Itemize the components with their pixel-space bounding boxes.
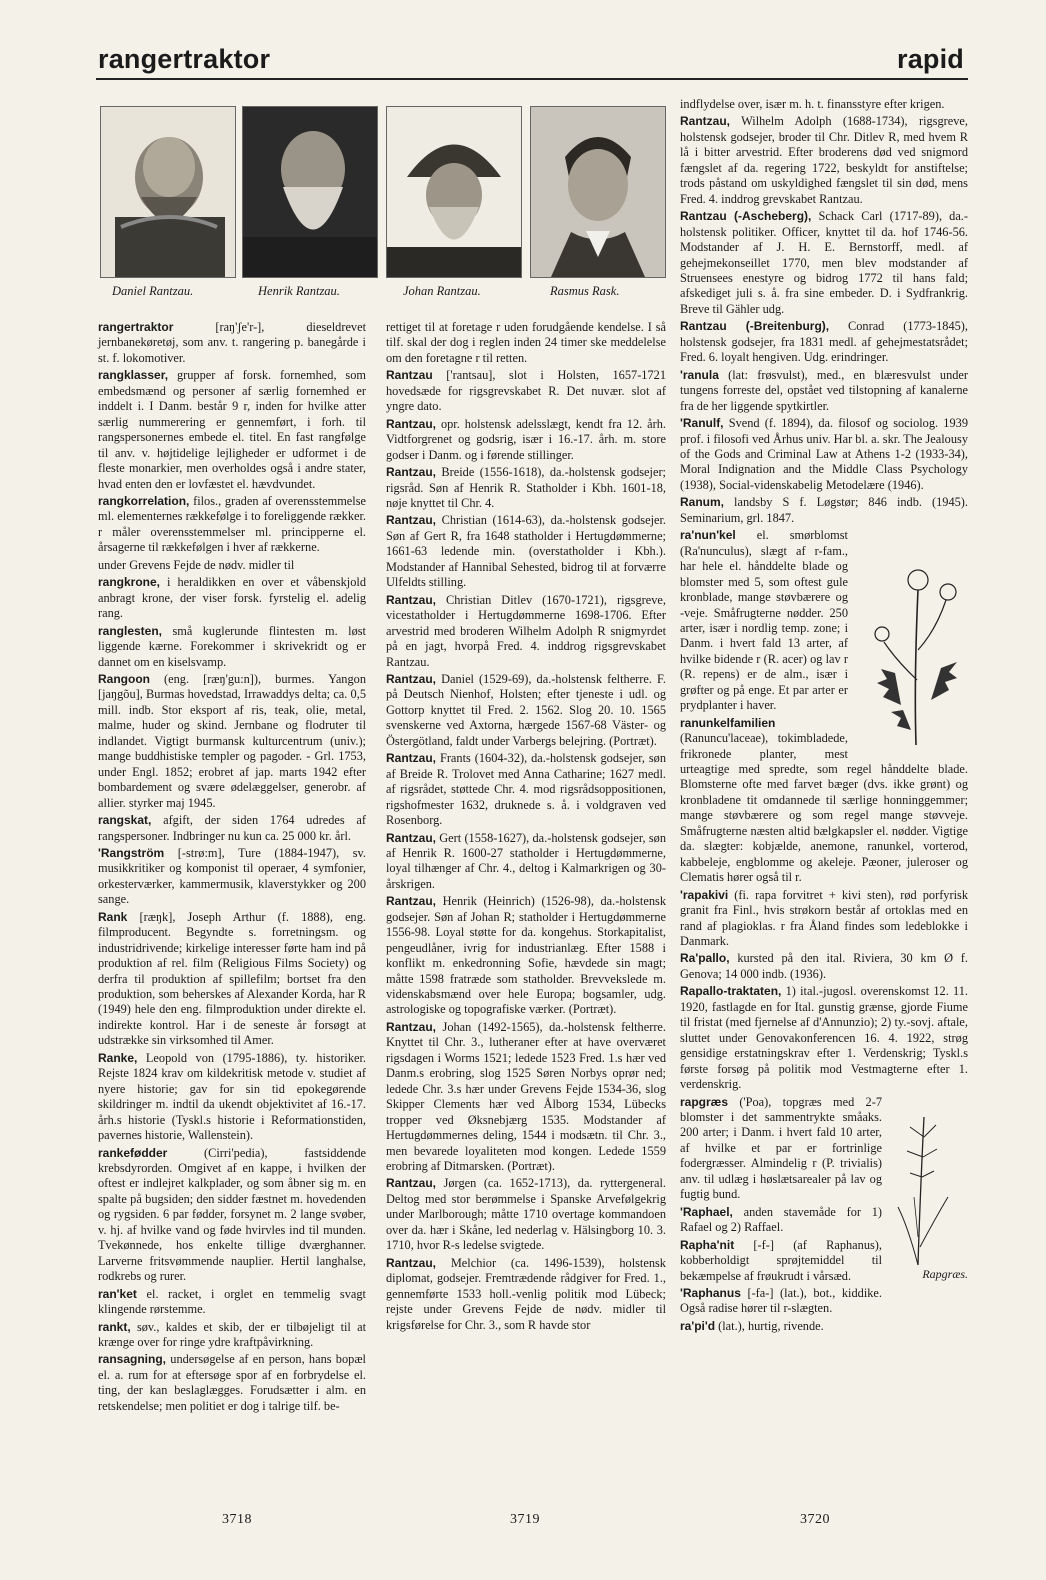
- entry-headword: Rantzau (-Ascheberg),: [680, 209, 812, 224]
- entry-headword: rankt,: [98, 1319, 131, 1334]
- entry-text: Leopold von (1795-1886), ty. historiker. Rejste 1824 krav om kildekritisk metode v. studiet af nyere historie; gav for sin tid epokegørende skildringer m. indtil da ukendt objektivitet af 16.-17. årh.s historie (Tyskl.s historie i Reformationstiden, pavernes historie, Wallenstein).: [98, 1050, 367, 1143]
- entry: [98, 1287, 366, 1318]
- entry-headword: Rapha'nit: [680, 1237, 735, 1252]
- entry: [98, 846, 366, 908]
- entry: [386, 1256, 666, 1333]
- entry: [386, 465, 666, 511]
- portrait-daniel-rantzau: [100, 106, 236, 278]
- entry-text: (lat.), hurtig, rivende.: [718, 1318, 824, 1333]
- entry-text: (fi. rapa forvitret + kivi sten), rød porfyrisk granit fra Finl., hvis strøkorn består af ortoklas med en rand af plagioklas. r fra Åland findes som ledeblokke i Danmark.: [680, 887, 968, 949]
- entry-headword: 'Ranulf,: [680, 416, 724, 431]
- entry-text: Wilhelm Adolph (1688-1734), rigsgreve, holstensk godsejer, broder til Chr. Ditlev R, med hvem R lå i bitter arvestrid. Efter broderens død ved snigmord fængslet af da. regering 1722, beskyldt for anstiftelse; trods påstand om uskyldighed fængslet til sin død, mens Fred. 4. inddrog grevskabet Rantzau.: [680, 114, 968, 206]
- entry: [680, 1319, 968, 1334]
- entry-text: [ræŋk], Joseph Arthur (f. 1888), eng. filmproducent. Begyndte s. forretningsm. og industridrivende; kirkelige interesser førte ham ind på produktion af rel. film (Religious Films Society) og derfra til produktion af spillefilm; bortset fra den produktion, som beherskes af Alexander Korda, har R (1949) hele den eng. filmproduktion under direkte el. indirekte kontrol. Har i de seneste år forsøgt at udstrække sin virksomhed til Amer.: [98, 909, 366, 1048]
- entry: [680, 951, 968, 982]
- entry-headword: 'Raphael,: [680, 1204, 733, 1219]
- entry-text: Frants (1604-32), da.-holstensk godsejer, søn af Breide R. Trolovet med Anna Catharine; 1627 medl. af rigsrådet, støttede Chr. 4. mod rigsrådsoppositionen, rigshofmester 1632, druknede s. å. i voldgraven ved Rosenborg.: [386, 751, 666, 828]
- entry-headword: Rantzau,: [386, 751, 437, 766]
- entry-text: Conrad (1773-1845), holstensk godsejer, fra 1831 medl. af gehejmestatsrådet; Fred. 6. loyalt hengiven. Udg. erindringer.: [680, 319, 968, 365]
- entry-text: Melchior (ca. 1496-1539), holstensk diplomat, godsejer. Fremtrædende rådgiver for Fred. 1., gennemførte 1533 holl.-venlig politik mod Lübeck; rejste under Grevens Fejde de nødv. midler til krigsførelse for Chr. 3., som R havde stor: [386, 1255, 666, 1332]
- entry: [386, 320, 666, 366]
- entry-text: kursted på den ital. Riviera, 30 km Ø f. Genova; 14 000 indb. (1936).: [680, 951, 968, 981]
- entry: [680, 984, 968, 1092]
- entry: [98, 1352, 366, 1414]
- entry: [98, 320, 366, 366]
- entry-text: under Grevens Fejde de nødv. midler til: [98, 557, 295, 572]
- entry-text: [-fa-] (lat.), bot., kiddike. Også radise hører til r-slægten.: [680, 1285, 882, 1316]
- header-rule: [96, 78, 968, 80]
- entry-headword: ran'ket: [98, 1286, 137, 1301]
- entry: [98, 558, 366, 573]
- page-number-middle: 3719: [510, 1512, 540, 1527]
- entry-text: Daniel (1529-69), da.-holstensk feltherre. F. på Deutsch Nienhof, Holsten; efter tjeneste i udl. og Gottorp knyttet til Fred. 2. 1562. Slog 20. 10. 1565 svenskerne ved Axtorna, hærgede 1567-68 Väster- og Östergötland, faldt under Varbergs belejring. (Portræt).: [386, 671, 666, 748]
- entry-text: [raŋ'ʃe'r-], dieseldrevet jernbanekøretøj, som anv. t. rangering p. banegårde i st. f. lokomotiver.: [98, 320, 366, 365]
- portrait-henrik-rantzau: [242, 106, 378, 278]
- entry-text: [-strø:m], Ture (1884-1947), sv. musikkritiker og komponist til operaer, 4 symfonier, orkesterværker, kammermusik, klaverstykker og 200 sange.: [98, 845, 366, 907]
- portrait-johan-rantzau: [386, 106, 522, 278]
- entry: [680, 888, 968, 950]
- entry-headword: Rantzau,: [386, 465, 437, 480]
- caption-johan: Johan Rantzau.: [403, 284, 481, 298]
- entry-headword: Rantzau,: [386, 671, 437, 686]
- entry-text: ['rantsau], slot i Holsten, 1657-1721 hovedsæde for rigsgrevskabet R. Det nuvær. slot af yngre dato.: [386, 368, 666, 414]
- entry-headword: Rantzau (-Breitenburg),: [680, 319, 830, 334]
- entry: [98, 575, 366, 621]
- running-header-right: rapid: [896, 44, 964, 74]
- column-2: [386, 320, 666, 1335]
- entry: [386, 751, 666, 828]
- entry-headword: Rangoon: [98, 671, 150, 686]
- entry-headword: rangkorrelation,: [98, 493, 190, 508]
- rapgraes-illustration: [888, 1097, 968, 1287]
- entry: [98, 1146, 366, 1285]
- entry-text: (eng. [ræŋ'gu:n]), burmes. Yangon [jaŋgõu], Burmas hovedstad, Irrawaddys delta; ca. 0,5 mill. indb. Stor eksport af ris, teak, olie, metal, malme, huder og skind. Jernbane og flodruter til indlandet. Vigtigt burmansk kulturcentrum (univ.); mange buddhistiske templer og pagoder. - Grl. 1753, under Engl. 1852; erobret af jap. marts 1942 efter bombardement og svære ødelæggelser, generobr. af allier. styrker maj 1945.: [98, 671, 366, 810]
- entry-headword: ransagning,: [98, 1352, 167, 1367]
- portrait-rasmus-rask: [530, 106, 666, 278]
- entry: [386, 1176, 666, 1253]
- entry-headword: rangskat,: [98, 813, 152, 828]
- entry-text: i heraldikken en over et våbenskjold anbragt krone, der viser forsk. fyrstelig el. adelig rang.: [98, 575, 366, 621]
- entry-text: el. smørblomst (Ra'nunculus), slægt af r-fam., har hele el. hånddelte blade og blomster med 5, som oftest gule kronblade, mange støvbærere og -veje. Småfrugterne nødder. 250 arter, især i nordlig temp. zone; i Danm. i hvert fald 13 arter, af hvilke bidende r (R. acer) og lav r (R. repens) er de alm., især i grøfter og på enge. Et par arter er prydplanter i haver.: [680, 528, 848, 713]
- entry-text: undersøgelse af en person, hans bopæl el. a. rum for at eftersøge spor af en forbrydelse el. ting, der kan beslaglægges. Forudsætter i alm. en retskendelse; men politiet er dog i talrige tilf. be-: [98, 1352, 366, 1413]
- entry-headword: ra'nun'kel: [680, 528, 736, 543]
- entry-text: Breide (1556-1618), da.-holstensk godsejer; rigsråd. Søn af Henrik R. Statholder i Kbh. 1601-18, nøje knyttet til Chr. 4.: [386, 465, 666, 510]
- entry: [386, 1020, 666, 1175]
- entry-text: små kuglerunde flintesten m. løst liggende kærne. Forekommer i skrivekridt og er dannet om en kiselsvamp.: [98, 623, 366, 669]
- entry-text: Schack Carl (1717-89), da.-holstensk politiker. Officer, knyttet til da. hof 1746-56. Modstander af J. H. E. Bernstorff, medl. af gehejmekonseillet 1770, men blev modstander af Struensees enestyre og bidrog 1772 til hans fald; afskediget juli s. å. fra sine embeder. D. i Sydfrankrig. Breve til Gähler udg.: [680, 209, 968, 316]
- entry-text: [-f-] (af Raphanus), kobberholdigt sprøjtemiddel til bekæmpelse af frøukrudt i vårsæd.: [680, 1237, 882, 1283]
- entry-headword: Rantzau,: [680, 114, 731, 129]
- entry-text: afgift, der siden 1764 udredes af rangspersoner. Indbringer nu kun ca. 25 000 kr. årl.: [98, 813, 366, 843]
- entry-headword: 'ranula: [680, 367, 719, 382]
- entry-headword: rangkrone,: [98, 575, 161, 590]
- entry: [680, 319, 968, 365]
- entry-headword: Rantzau: [386, 368, 433, 383]
- entry: [680, 114, 968, 207]
- entry-headword: ranglesten,: [98, 623, 163, 638]
- entry: [680, 416, 968, 493]
- entry-text: (Ranuncu'laceae), tokimbladede, frikronede planter, mest urteagtige med spredte, som regel hånddelte blade. Blomsterne ofte med farvet bæger (dvs. ikke grønt) og kronbladene tit omdannede til særlige honninggemmer; mange støvbærere og som regel mange støvveje. Småfrugterne næsten altid bælgkapsler el. nødder. Vigtige da. slægter: kobjælde, anemone, ranunkel, vorterod, kabbeleje, engblomme og akeleje. Pæoner, juleroser og Clematis hører også til r.: [680, 731, 968, 885]
- entry-headword: Rantzau,: [386, 1019, 437, 1034]
- entry-headword: ra'pi'd: [680, 1318, 716, 1333]
- entry-text: (lat: frøsvulst), med., en blæresvulst under tungens forreste del, opstået ved tilstopning af kanalerne fra de her liggende spytkirtler.: [680, 367, 969, 413]
- entry: [98, 672, 366, 811]
- entry-headword: Rantzau,: [386, 1255, 437, 1270]
- entry-headword: Rantzau,: [386, 592, 437, 607]
- entry-headword: ranunkelfamilien: [680, 715, 776, 730]
- entry-text: ('Poa), topgræs med 2-7 blomster i det sammentrykte småaks. 200 arter; i Danm. i hvert fald 10 arter, af hvilke et par er fortrinlige fodergræsser. Almindelig r (P. trivialis) anv. til udlæg i høslætsarealer på lav og fugtig bund.: [680, 1094, 882, 1202]
- entry-text: 1) ital.-jugosl. overenskomst 12. 11. 1920, fastlagde en for Ital. gunstig grænse, gjorde Fiume til fristat (med fjernelse af d'Annunzio); 2) ty.-sovj. aftale, sluttet under Genovakonferencen 16. 4. 1922, strøg gensidige erstatningskrav efter 1. Verdenskrig; Tyskl.s første forsøg på politik mod Vestmagterne efter 1. verdenskrig.: [680, 984, 968, 1092]
- column-3: [680, 97, 968, 1336]
- entry-headword: Rapallo-traktaten,: [680, 984, 782, 999]
- caption-rasmus: Rasmus Rask.: [550, 284, 620, 298]
- entry: [680, 368, 968, 414]
- entry-text: rettiget til at foretage r uden forudgående kendelse. I så tilf. skal der dog i reglen inden 24 timer ske meddelelse om den foretagne r til retten.: [386, 320, 666, 365]
- entry-headword: 'rapakivi: [680, 887, 729, 902]
- entry: [98, 494, 366, 556]
- entry-headword: Rantzau,: [386, 1176, 437, 1191]
- entry-headword: 'Raphanus: [680, 1285, 741, 1300]
- running-header-left: rangertraktor: [98, 44, 271, 74]
- entry-text: Christian (1614-63), da.-holstensk godsejer. Søn af Gert R, fra 1648 statholder i Hertugdømmerne; 1661-63 ledende min. (overstatholder i Kbh.). Modstander af Hannibal Sehested, bidrog til at forværre Ulfeldts stilling.: [386, 513, 666, 590]
- entry-headword: Ranke,: [98, 1050, 138, 1065]
- entry-headword: Rantzau,: [386, 830, 437, 845]
- entry-text: indflydelse over, især m. h. t. finansstyre efter krigen.: [680, 97, 945, 111]
- entry-text: Christian Ditlev (1670-1721), rigsgreve, vicestatholder i Hertugdømmerne 1698-1706. Efter arvestrid med broderen Wilhelm Adolph R snigmyrdet på en jagt, hvorpå Fred. 4. inddrog rigsgrevskabet Rantzau.: [386, 592, 666, 669]
- entry-text: Svend (f. 1894), da. filosof og sociolog. 1939 prof. i filosofi ved Århus univ. Har bl. a. skr. The Jealousy of the Gods and Criminal Law at Athens 1-2 (1933-34), Moral Indignation and the Middle Class Psychology (1938), Social-videnskabelig Metodelære (1946).: [680, 416, 968, 492]
- entry: [386, 831, 666, 893]
- entry-text: opr. holstensk adelsslægt, kendt fra 12. årh. Vidtforgrenet og godsrig, især i 16.-17. årh. m. store godser i Danm. og i førende stillinger.: [386, 416, 666, 462]
- entry-headword: rangertraktor: [98, 320, 174, 334]
- entry: [386, 593, 666, 670]
- entry: [680, 209, 968, 317]
- entry-text: Gert (1558-1627), da.-holstensk godsejer, søn af Henrik R. 1600-27 statholder i Hertugdømmerne, loyal tilhænger af Chr. 4., deltog i Kalmarkrigen og 30-årskrigen.: [386, 830, 666, 891]
- entry-text: grupper af forsk. fornemhed, som embedsmænd og personer af særlig fornemhed er inddelt i. I Danm. består 9 r, inden for hvilke atter særlig nummerering er gennemført, i forh. til rangspersonernes embede el. titel. En fast rangfølge til anv. v. højtidelige lejligheder er udformet i de fleste monarkier, men overholdes også i andre stater, hvad enten den er lovfæstet el. hævdvundet.: [98, 368, 366, 491]
- entry: [386, 513, 666, 590]
- entry: [98, 910, 366, 1049]
- entry: [98, 368, 366, 492]
- entry-text: (Cirri'pedia), fastsiddende krebsdyrorden. Omgivet af en kappe, i hvilken der oftest er indlejret kalkplader, og som åbner sig m. en spalte på bugsiden; den sidder fæstnet m. hovedenden og rygsiden. 6 par fødder, forsynet m. 2 lange svøber, v. hj. af hvilke vand og føde hvirvles ind til munden. Tvekønnede, hos enkelte tillige dværghanner. Larverne fritsvømmende nauplier. Hertil langhalse, rodkrebs og rurer.: [98, 1145, 366, 1284]
- entry: [680, 495, 968, 526]
- page-number-right: 3720: [800, 1512, 830, 1527]
- entry-text: Henrik (Heinrich) (1526-98), da.-holstensk godsejer. Søn af Johan R; statholder i Hertugdømmerne 1556-98. Loyal støtte for da. kongehus. Storkapitalist, pengeudlåner, ivrig for industrianlæg. Efter 1588 i konflikt m. enkedronning Sofie, hævdede sin magt; måtte 1598 fratræde som statholder. Brevvekslede m. videnskabsmænd over hele Europa; bogsamler, udg. astrologiske og topografiske værker. (Portræt).: [386, 894, 666, 1017]
- entry-headword: rangklasser,: [98, 368, 169, 383]
- entry-headword: Rantzau,: [386, 513, 437, 528]
- entry-headword: Rantzau,: [386, 894, 437, 909]
- entry-headword: rapgræs: [680, 1094, 729, 1109]
- entry-headword: 'Rangström: [98, 845, 165, 860]
- entry: [98, 813, 366, 844]
- entry-text: søv., kaldes et skib, der er tilbøjeligt til at krænge over for ringe ydre kraftpåvirkning.: [98, 1319, 367, 1349]
- caption-henrik: Henrik Rantzau.: [258, 284, 340, 298]
- entry-headword: rankefødder: [98, 1145, 168, 1160]
- entry-text: landsby S f. Løgstør; 846 indb. (1945). Seminarium, grl. 1847.: [680, 495, 968, 525]
- entry: [386, 894, 666, 1018]
- entry-text: Jørgen (ca. 1652-1713), da. ryttergeneral. Deltog med stor berømmelse i Spanske Arvefølgekrig under Marlborough; måtte 1710 overtage kommandoen over da. hær i Skåne, led nederlag v. Hälsingborg 10. 3. 1710, hvor R-s ledelse svigtede.: [386, 1176, 666, 1253]
- entry-headword: Rank: [98, 909, 128, 924]
- entry: [98, 1051, 366, 1144]
- entry: [386, 672, 666, 749]
- caption-daniel: Daniel Rantzau.: [112, 284, 194, 298]
- entry-text: Johan (1492-1565), da.-holstensk feltherre. Knyttet til Chr. 3., lutheraner efter at have overværet rigsdagen i Worms 1521; ledede 1523 Fred. 1.s hær ved Danm.s erobring, slog 1525 Søren Norbys oprør ned; ledede Chr. 3.s hær under Grevens Fejde 1534-36, slog Skipper Clements hær ved Ålborg 1534, Lübecks tropper ved Øksnebjærg 1535. Modstander af Hertugdømmernes deling, 1544 i modsætn. til Chr. 3., men bevarede loyaliteten mod kongen. Ledede 1559 erobring af Ditmarsken. (Portræt).: [386, 1019, 666, 1174]
- entry-headword: Rantzau,: [386, 416, 437, 431]
- ranunculus-illustration: [856, 530, 968, 750]
- entry: [386, 417, 666, 463]
- entry-text: filos., graden af overensstemmelse ml. elementernes rækkefølge i to foreliggende rækker. r måler overensstemmelser ml. principperne el. årsagerne til rækkefølgen i hver af rækkerne.: [98, 493, 366, 555]
- entry: [98, 624, 366, 670]
- entry-text: anden stavemåde for 1) Rafael og 2) Raffael.: [680, 1204, 882, 1235]
- column-1: [98, 320, 366, 1416]
- entry: [680, 97, 968, 112]
- entry: [98, 1320, 366, 1351]
- entry-headword: Ra'pallo,: [680, 951, 730, 966]
- entry-headword: Ranum,: [680, 495, 725, 510]
- entry: [386, 368, 666, 414]
- page-number-left: 3718: [222, 1512, 252, 1527]
- entry: [680, 1286, 968, 1317]
- entry-text: el. racket, i orglet en temmelig svagt klingende rørstemme.: [98, 1286, 366, 1317]
- rapgraes-caption: Rapgræs.: [922, 1266, 968, 1281]
